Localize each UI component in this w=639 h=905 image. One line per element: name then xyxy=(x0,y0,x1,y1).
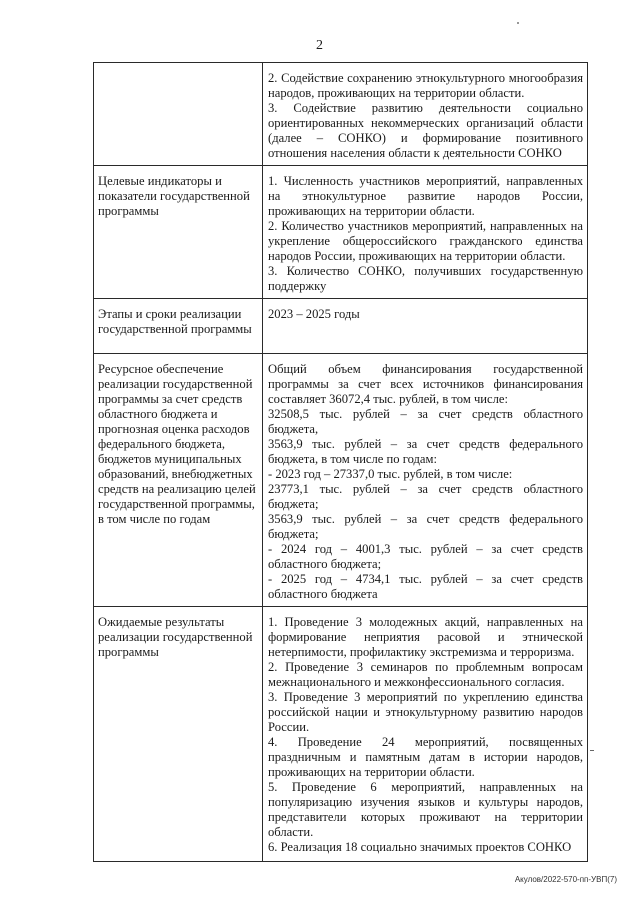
content-paragraph: 5. Проведение 6 мероприятий, направленных на популяризацию изучения языков и культуры народов, представители которых проживают на территории области. xyxy=(268,780,583,839)
page-number: 2 xyxy=(316,38,323,53)
content-paragraph: Общий объем финансирования государственной программы за счет всех источников финансирования составляет 36072,4 тыс. рублей, в том числе: xyxy=(268,362,583,406)
program-passport-table xyxy=(93,62,588,862)
content-paragraph: 32508,5 тыс. рублей – за счет средств областного бюджета, xyxy=(268,407,583,436)
content-paragraph: 2. Количество участников мероприятий, направленных на укрепление общероссийского гражданского единства народов России, проживающих на территории области. xyxy=(268,219,583,263)
table-row xyxy=(94,299,588,354)
document-registration-code: Акулов/2022-570-пп-УВП(7) xyxy=(514,875,617,884)
content-paragraph: 3. Количество СОНКО, получивших государственную поддержку xyxy=(268,264,583,293)
row-content xyxy=(263,63,588,166)
margin-mark xyxy=(590,750,594,751)
content-paragraph: 1. Численность участников мероприятий, направленных на этнокультурное развитие народов России, проживающих на территории области. xyxy=(268,174,583,218)
row-content xyxy=(263,299,588,354)
content-paragraph: 3. Проведение 3 мероприятий по укреплению единства российской нации и этнокультурному развитию народов России. xyxy=(268,690,583,734)
table-row xyxy=(94,354,588,607)
row-label: Целевые индикаторы и показатели государственной программы xyxy=(94,166,263,299)
row-label: Ресурсное обеспечение реализации государственной программы за счет средств областного бюджета и прогнозная оценка расходов федерального бюджета, бюджетов муниципальных образований, внебюджетных средств на реализацию целей государственной программы, в том числе по годам xyxy=(94,354,263,607)
row-content xyxy=(263,354,588,607)
scan-speck xyxy=(517,22,519,24)
row-label xyxy=(94,63,263,166)
table-row xyxy=(94,166,588,299)
content-paragraph: - 2023 год – 27337,0 тыс. рублей, в том числе: xyxy=(268,467,513,481)
content-paragraph: 3563,9 тыс. рублей – за счет средств федерального бюджета, в том числе по годам: xyxy=(268,437,583,466)
row-content xyxy=(263,607,588,862)
content-paragraph: 4. Проведение 24 мероприятий, посвященных праздничным и памятным датам в истории народов, проживающих на территории области. xyxy=(268,735,583,779)
content-paragraph: 1. Проведение 3 молодежных акций, направленных на формирование неприятия расовой и этнической нетерпимости, профилактику экстремизма и терроризма. xyxy=(268,615,583,659)
table-row xyxy=(94,607,588,862)
content-paragraph: 6. Реализация 18 социально значимых проектов СОНКО xyxy=(268,840,572,854)
row-label: Этапы и сроки реализации государственной программы xyxy=(94,299,263,354)
content-paragraph: 3. Содействие развитию деятельности социально ориентированных некоммерческих организаций области (далее – СОНКО) и формирование позитивного отношения населения области к деятельности СОНКО xyxy=(268,101,583,160)
content-paragraph: 2. Содействие сохранению этнокультурного многообразия народов, проживающих на территории области. xyxy=(268,71,583,100)
content-paragraph: 2. Проведение 3 семинаров по проблемным вопросам межнационального и межконфессионального согласия. xyxy=(268,660,583,689)
table-row xyxy=(94,63,588,166)
content-paragraph: 2023 – 2025 годы xyxy=(268,307,360,321)
content-paragraph: - 2024 год – 4001,3 тыс. рублей – за счет средств областного бюджета; xyxy=(268,542,583,571)
row-content xyxy=(263,166,588,299)
content-paragraph: 23773,1 тыс. рублей – за счет средств областного бюджета; xyxy=(268,482,583,511)
content-paragraph: 3563,9 тыс. рублей – за счет средств федерального бюджета; xyxy=(268,512,583,541)
content-paragraph: - 2025 год – 4734,1 тыс. рублей – за счет средств областного бюджета xyxy=(268,572,583,601)
row-label: Ожидаемые результаты реализации государственной программы xyxy=(94,607,263,862)
